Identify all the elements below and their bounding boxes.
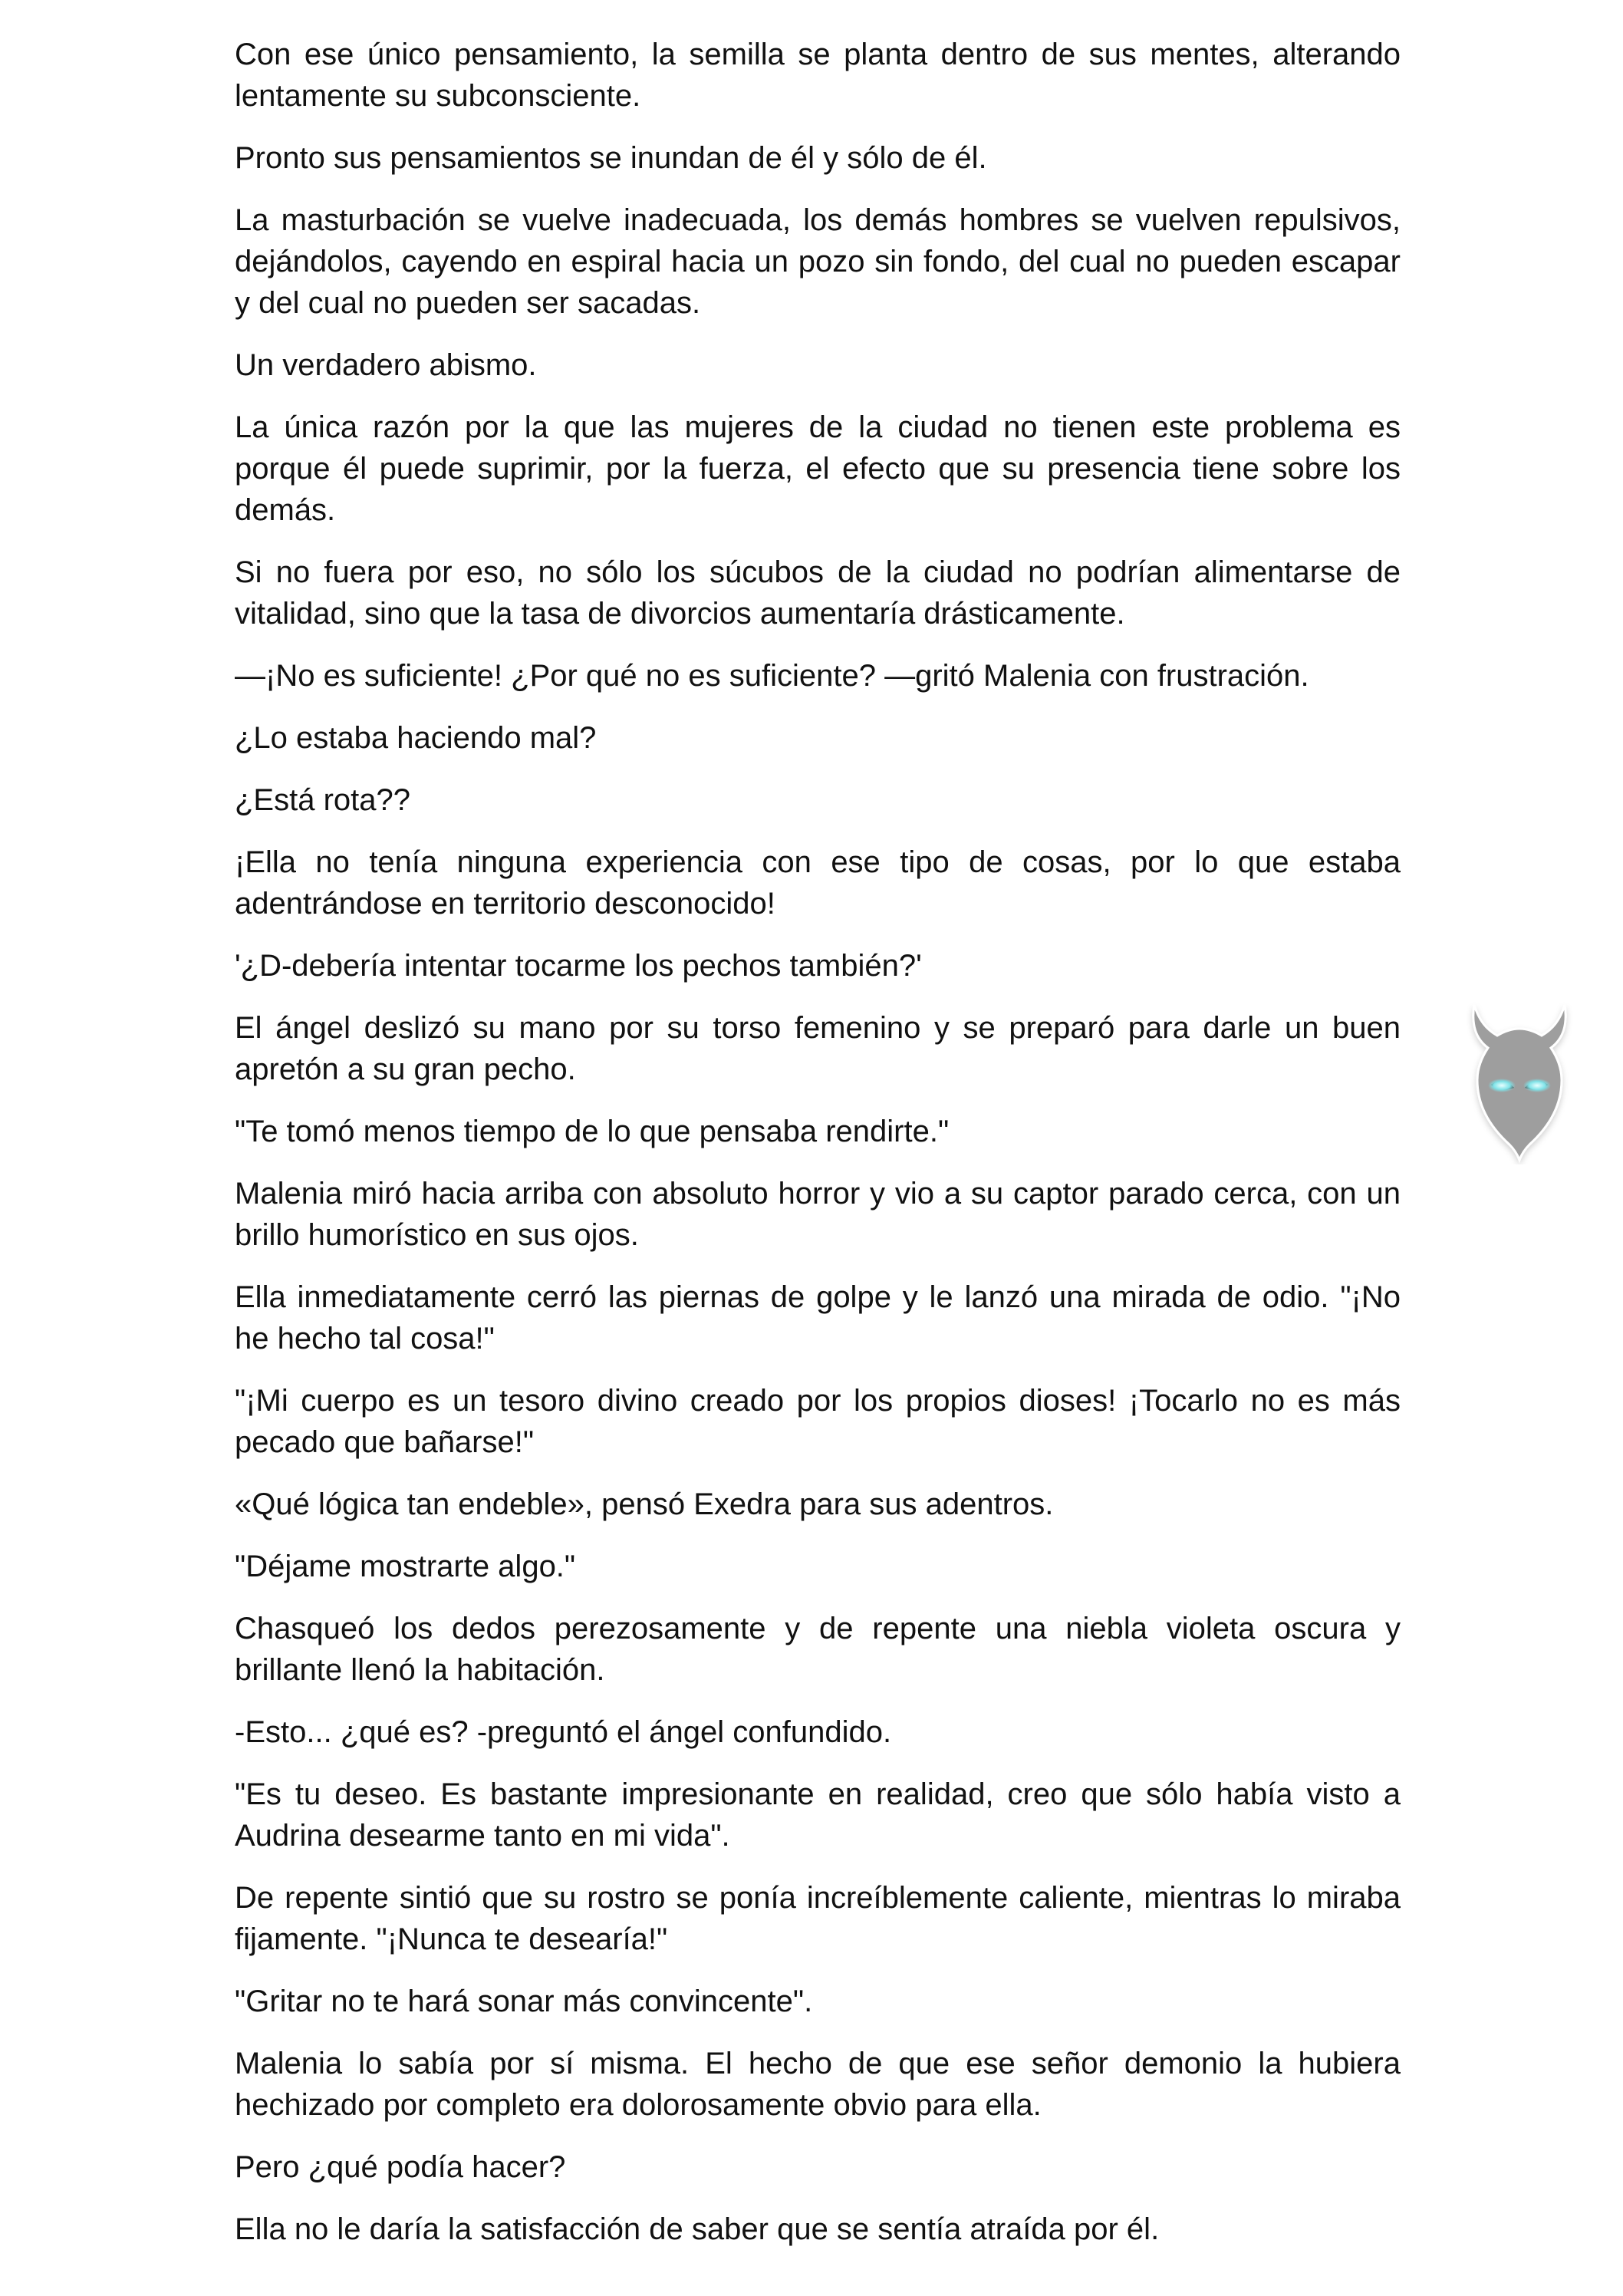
- paragraph: El ángel deslizó su mano por su torso femenino y se preparó para darle un buen apretón a su gran pecho.: [235, 1011, 1401, 1086]
- paragraph: "Te tomó menos tiempo de lo que pensaba rendirte.": [235, 1115, 950, 1148]
- paragraph: -Esto... ¿qué es? -preguntó el ángel confundido.: [235, 1715, 892, 1749]
- paragraph: Ella no le daría la satisfacción de saber que se sentía atraída por él.: [235, 2212, 1160, 2246]
- demon-head-icon: [1448, 994, 1591, 1164]
- paragraph: —¡No es suficiente! ¿Por qué no es suficiente? —gritó Malenia con frustración.: [235, 659, 1309, 693]
- paragraph: Un verdadero abismo.: [235, 348, 537, 382]
- paragraph: De repente sintió que su rostro se ponía increíblemente caliente, mientras lo miraba fijamente. "¡Nunca te desearía!": [235, 1881, 1401, 1956]
- paragraph: "¡Mi cuerpo es un tesoro divino creado por los propios dioses! ¡Tocarlo no es más pecado que bañarse!": [235, 1384, 1401, 1459]
- paragraph: ¡Ella no tenía ninguna experiencia con ese tipo de cosas, por lo que estaba adentrándose en territorio desconocido!: [235, 845, 1401, 921]
- paragraph: Pero ¿qué podía hacer?: [235, 2150, 566, 2184]
- paragraph: '¿D-debería intentar tocarme los pechos también?': [235, 949, 922, 983]
- paragraph: Si no fuera por eso, no sólo los súcubos de la ciudad no podrían alimentarse de vitalidad, sino que la tasa de divorcios aumentaría drásticamente.: [235, 555, 1401, 631]
- paragraph: Malenia lo sabía por sí misma. El hecho de que ese señor demonio la hubiera hechizado por completo era dolorosamente obvio para ella.: [235, 2047, 1401, 2122]
- paragraph: La masturbación se vuelve inadecuada, los demás hombres se vuelven repulsivos, dejándolos, cayendo en espiral hacia un pozo sin fondo, del cual no pueden escapar y del cual no pueden ser sacadas.: [235, 203, 1401, 320]
- paragraph: ¿Está rota??: [235, 783, 411, 817]
- watermark-logo: [1448, 994, 1591, 1164]
- paragraph: Ella inmediatamente cerró las piernas de golpe y le lanzó una mirada de odio. "¡No he hecho tal cosa!": [235, 1280, 1401, 1356]
- paragraph: Malenia miró hacia arriba con absoluto horror y vio a su captor parado cerca, con un brillo humorístico en sus ojos.: [235, 1177, 1401, 1252]
- paragraph: "Gritar no te hará sonar más convincente".: [235, 1985, 813, 2018]
- document-body: [235, 34, 1401, 2271]
- paragraph: ¿Lo estaba haciendo mal?: [235, 721, 597, 755]
- paragraph: Pronto sus pensamientos se inundan de él y sólo de él.: [235, 141, 987, 175]
- paragraph: "Déjame mostrarte algo.": [235, 1550, 576, 1583]
- paragraph: Con ese único pensamiento, la semilla se planta dentro de sus mentes, alterando lentamente su subconsciente.: [235, 38, 1401, 113]
- paragraph: La única razón por la que las mujeres de la ciudad no tienen este problema es porque él puede suprimir, por la fuerza, el efecto que su presencia tiene sobre los demás.: [235, 410, 1401, 527]
- paragraph: «Qué lógica tan endeble», pensó Exedra para sus adentros.: [235, 1487, 1054, 1521]
- paragraph: "Es tu deseo. Es bastante impresionante en realidad, creo que sólo había visto a Audrina desearme tanto en mi vida".: [235, 1777, 1401, 1853]
- paragraph: Chasqueó los dedos perezosamente y de repente una niebla violeta oscura y brillante llenó la habitación.: [235, 1612, 1401, 1687]
